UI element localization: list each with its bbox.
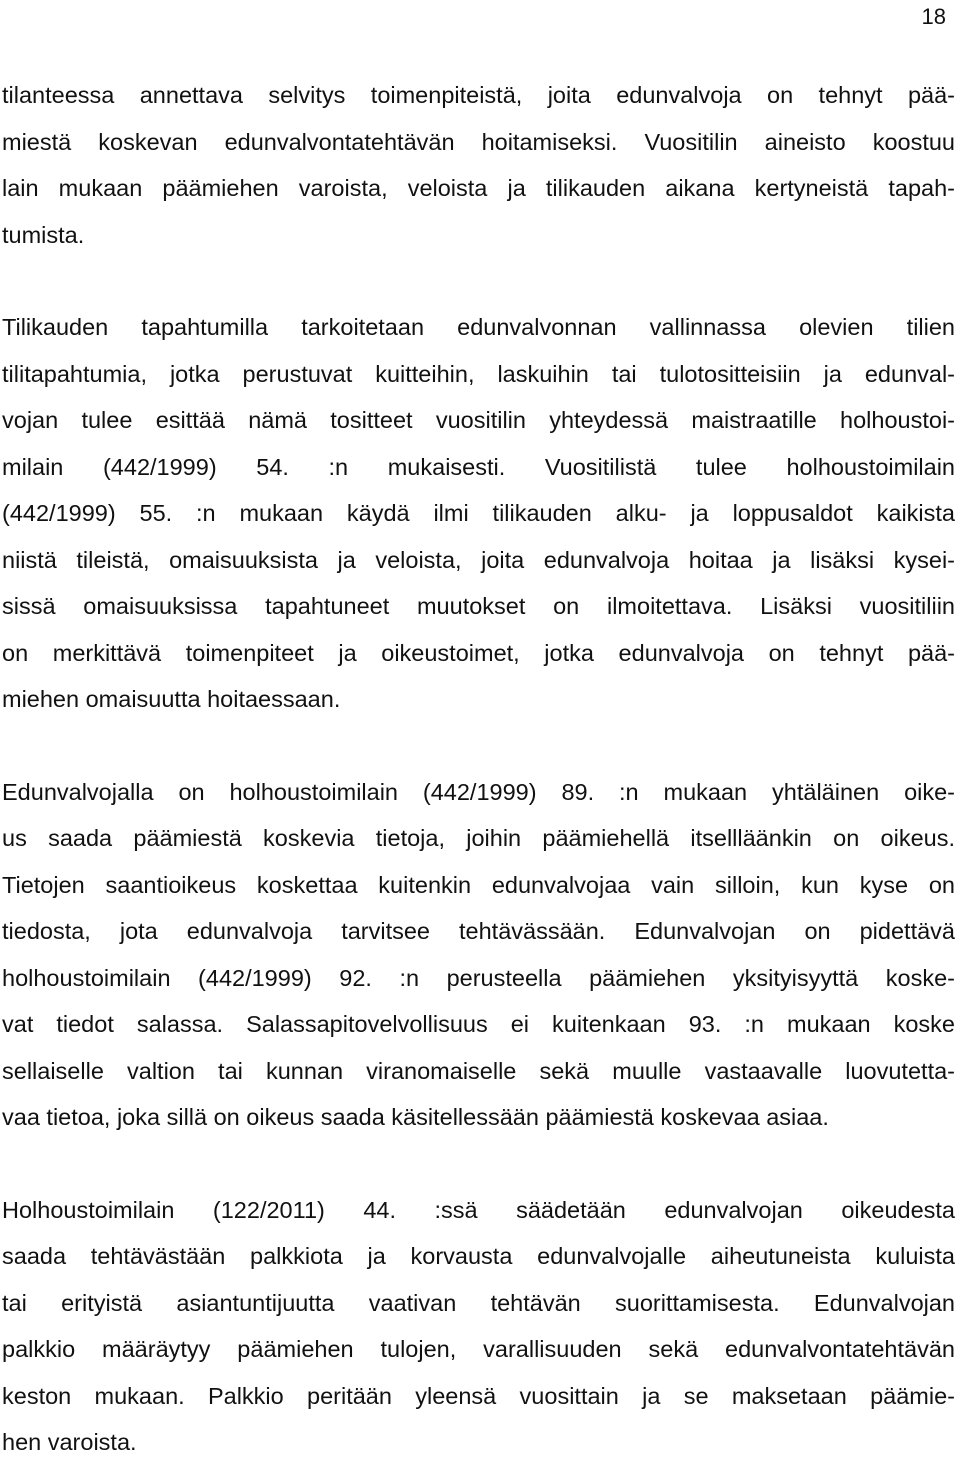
paragraph-1 <box>2 72 955 258</box>
text-line: Tietojen saantioikeus koskettaa kuitenkin edunvalvojaa vain silloin, kun kyse on <box>2 871 955 898</box>
text-line: on merkittävä toimenpiteet ja oikeustoimet, jotka edunvalvoja on tehnyt pää- <box>2 639 955 666</box>
text-line: miestä koskevan edunvalvontatehtävän hoitamiseksi. Vuositilin aineisto koostuu <box>2 128 955 155</box>
text-line: holhoustoimilain (442/1999) 92. :n perusteella päämiehen yksityisyyttä koske- <box>2 964 955 991</box>
paragraph-2 <box>2 304 955 723</box>
paragraph-4 <box>2 1187 955 1466</box>
text-line: (442/1999) 55. :n mukaan käydä ilmi tilikauden alku- ja loppusaldot kaikista <box>2 500 955 526</box>
paragraph-3 <box>2 769 955 1141</box>
text-line: Tilikauden tapahtumilla tarkoitetaan edunvalvonnan vallinnassa olevien tilien <box>2 314 955 340</box>
text-line: lain mukaan päämiehen varoista, veloista ja tilikauden aikana kertyneistä tapah- <box>2 175 955 201</box>
text-line: tilitapahtumia, jotka perustuvat kuitteihin, laskuihin tai tulotositteisiin ja edunval- <box>2 360 955 387</box>
text-line: vaa tietoa, joka sillä on oikeus saada käsitellessään päämiestä koskevaa asiaa. <box>2 1104 829 1130</box>
text-line: keston mukaan. Palkkio peritään yleensä vuosittain ja se maksetaan päämie- <box>2 1382 955 1409</box>
text-line: tumista. <box>2 221 85 248</box>
text-line: sellaiselle valtion tai kunnan viranomaiselle sekä muulle vastaavalle luovutetta- <box>2 1057 955 1084</box>
text-line: hen varoista. <box>2 1429 137 1455</box>
page-number: 18 <box>921 4 946 29</box>
text-line: tai erityistä asiantuntijuutta vaativan tehtävän suorittamisesta. Edunvalvojan <box>2 1289 955 1316</box>
text-line: miehen omaisuutta hoitaessaan. <box>2 686 341 712</box>
text-line: tilanteessa annettava selvitys toimenpiteistä, joita edunvalvoja on tehnyt pää- <box>2 82 955 108</box>
text-line: milain (442/1999) 54. :n mukaisesti. Vuositilistä tulee holhoustoimilain <box>2 453 955 480</box>
text-line: sissä omaisuuksissa tapahtuneet muutokset on ilmoitettava. Lisäksi vuositiliin <box>2 593 955 619</box>
text-line: Holhoustoimilain (122/2011) 44. :ssä säädetään edunvalvojan oikeudesta <box>2 1196 955 1223</box>
document-body <box>2 72 955 1466</box>
text-line: tiedosta, jota edunvalvoja tarvitsee tehtävässään. Edunvalvojan on pidettävä <box>2 918 955 944</box>
text-line: saada tehtävästään palkkiota ja korvausta edunvalvojalle aiheutuneista kuluista <box>2 1243 955 1269</box>
text-line: Edunvalvojalla on holhoustoimilain (442/1999) 89. :n mukaan yhtäläinen oike- <box>2 778 955 805</box>
text-line: vojan tulee esittää nämä tositteet vuositilin yhteydessä maistraatille holhoustoi- <box>2 407 955 433</box>
text-line: vat tiedot salassa. Salassapitovelvollisuus ei kuitenkaan 93. :n mukaan koske <box>2 1011 955 1037</box>
text-line: us saada päämiestä koskevia tietoja, joihin päämiehellä itsellläänkin on oikeus. <box>2 825 955 851</box>
text-line: palkkio määräytyy päämiehen tulojen, varallisuuden sekä edunvalvontatehtävän <box>2 1336 955 1362</box>
text-line: niistä tileistä, omaisuuksista ja veloista, joita edunvalvoja hoitaa ja lisäksi kysei- <box>2 546 955 573</box>
